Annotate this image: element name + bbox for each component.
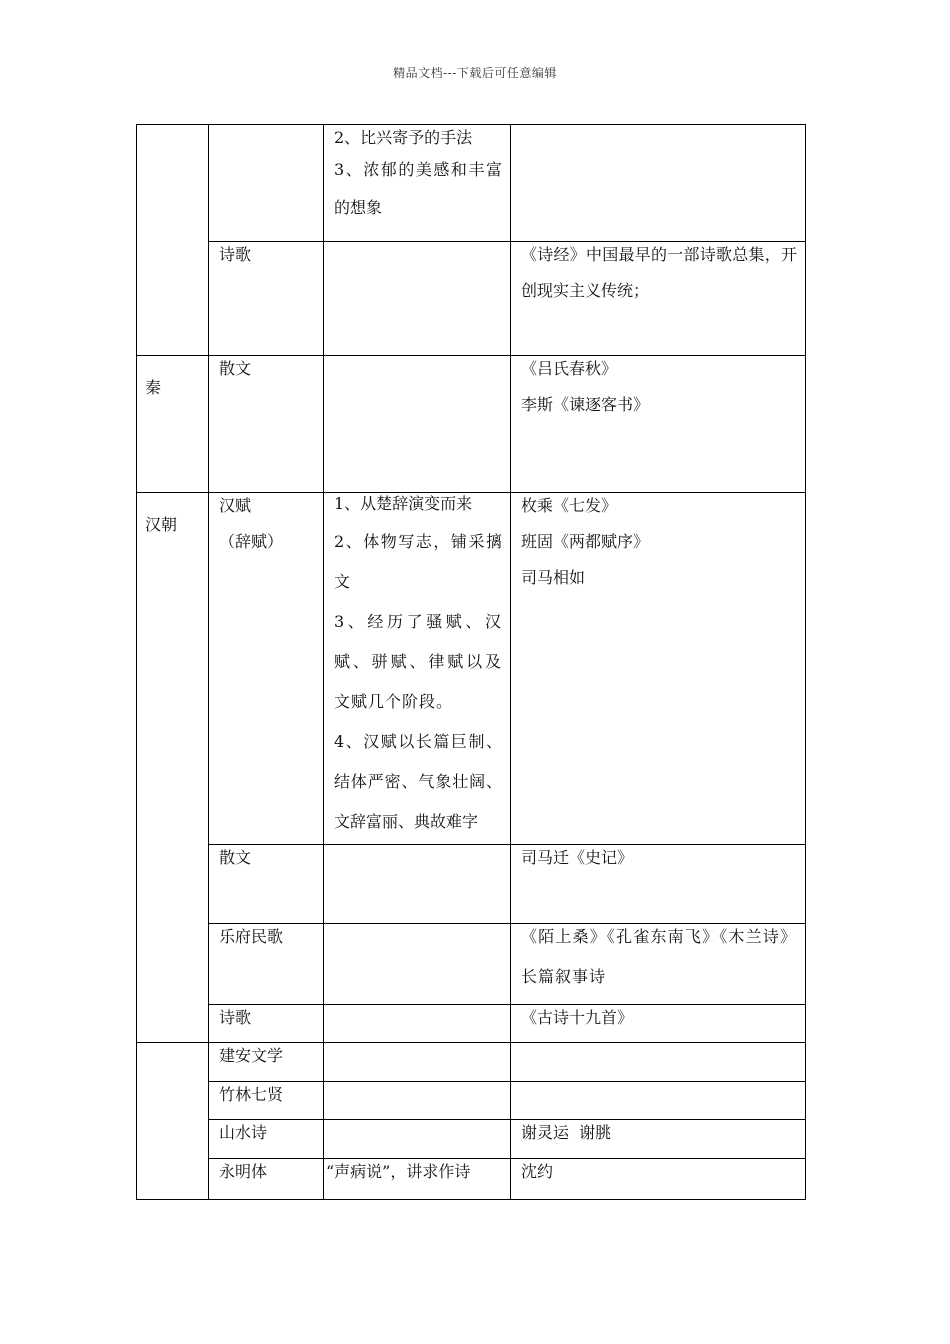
features-cell (324, 845, 511, 924)
works-cell (511, 845, 806, 924)
table-row (137, 493, 806, 845)
works-cell (511, 1159, 806, 1200)
work-item: 班固《两都赋序》 (521, 532, 650, 551)
work-item: 《诗经》中国最早的一部诗歌总集，开创现实主义传统； (521, 245, 797, 300)
genre-cell: 永明体 (209, 1159, 324, 1200)
table-row (137, 924, 806, 1005)
works-cell (511, 493, 806, 845)
genre-cell: 散文 (209, 356, 324, 493)
feature-item: 2、体物写志，铺采摛文 (334, 532, 502, 591)
table-row (137, 1043, 806, 1082)
work-item: 《陌上桑》《孔雀东南飞》《木兰诗》长篇叙事诗 (521, 927, 797, 986)
table-row (137, 1120, 806, 1159)
genre-label: 汉赋 (219, 496, 252, 515)
features-cell (324, 1005, 511, 1043)
genre-cell: 竹林七贤 (209, 1082, 324, 1120)
features-cell (324, 1159, 511, 1200)
feature-item: 4、汉赋以长篇巨制、结体严密、气象壮阔、文辞富丽、典故难字 (334, 732, 502, 831)
works-cell (511, 125, 806, 242)
work-item: 《古诗十九首》 (521, 1008, 634, 1027)
features-cell (324, 1082, 511, 1120)
genre-cell: 乐府民歌 (209, 924, 324, 1005)
genre-note: （辞赋） (219, 532, 284, 551)
features-cell (324, 242, 511, 356)
work-item: 沈约 (521, 1162, 554, 1181)
genre-cell: 诗歌 (209, 1005, 324, 1043)
feature-item: 3、浓郁的美感和丰富的想象 (334, 160, 502, 217)
era-cell: 秦 (137, 356, 209, 493)
work-item: 李斯《谏逐客书》 (521, 395, 650, 414)
literature-table (136, 124, 806, 1200)
feature-item: 2、比兴寄予的手法 (334, 128, 473, 147)
work-item: 枚乘《七发》 (521, 496, 618, 515)
features-cell (324, 125, 511, 242)
features-cell (324, 1120, 511, 1159)
work-item: 司马迁《史记》 (521, 848, 634, 867)
features-cell (324, 356, 511, 493)
works-cell (511, 242, 806, 356)
era-cell: 汉朝 (137, 493, 209, 1043)
feature-item: 3、经历了骚赋、汉赋、骈赋、律赋以及文赋几个阶段。 (334, 612, 502, 711)
table-row (137, 125, 806, 242)
genre-cell (209, 493, 324, 845)
works-cell (511, 356, 806, 493)
table-row (137, 845, 806, 924)
work-item: 司马相如 (521, 568, 586, 587)
works-cell (511, 1120, 806, 1159)
features-cell (324, 924, 511, 1005)
table-row (137, 242, 806, 356)
genre-cell: 建安文学 (209, 1043, 324, 1082)
features-cell (324, 1043, 511, 1082)
features-cell (324, 493, 511, 845)
table-row (137, 1082, 806, 1120)
table-row (137, 1005, 806, 1043)
feature-item: 1、从楚辞演变而来 (334, 494, 473, 513)
works-cell (511, 1005, 806, 1043)
work-item: 谢灵运 谢朓 (521, 1123, 612, 1142)
genre-cell (209, 125, 324, 242)
table-row (137, 1159, 806, 1200)
page-header: 精品文档---下载后可任意编辑 (393, 66, 557, 80)
work-item: 《吕氏春秋》 (521, 359, 618, 378)
genre-cell: 散文 (209, 845, 324, 924)
genre-cell: 诗歌 (209, 242, 324, 356)
era-cell (137, 1043, 209, 1200)
feature-item: “声病说”，讲求作诗 (326, 1162, 471, 1181)
genre-cell: 山水诗 (209, 1120, 324, 1159)
table-row (137, 356, 806, 493)
works-cell (511, 1082, 806, 1120)
works-cell (511, 924, 806, 1005)
works-cell (511, 1043, 806, 1082)
era-cell (137, 125, 209, 356)
